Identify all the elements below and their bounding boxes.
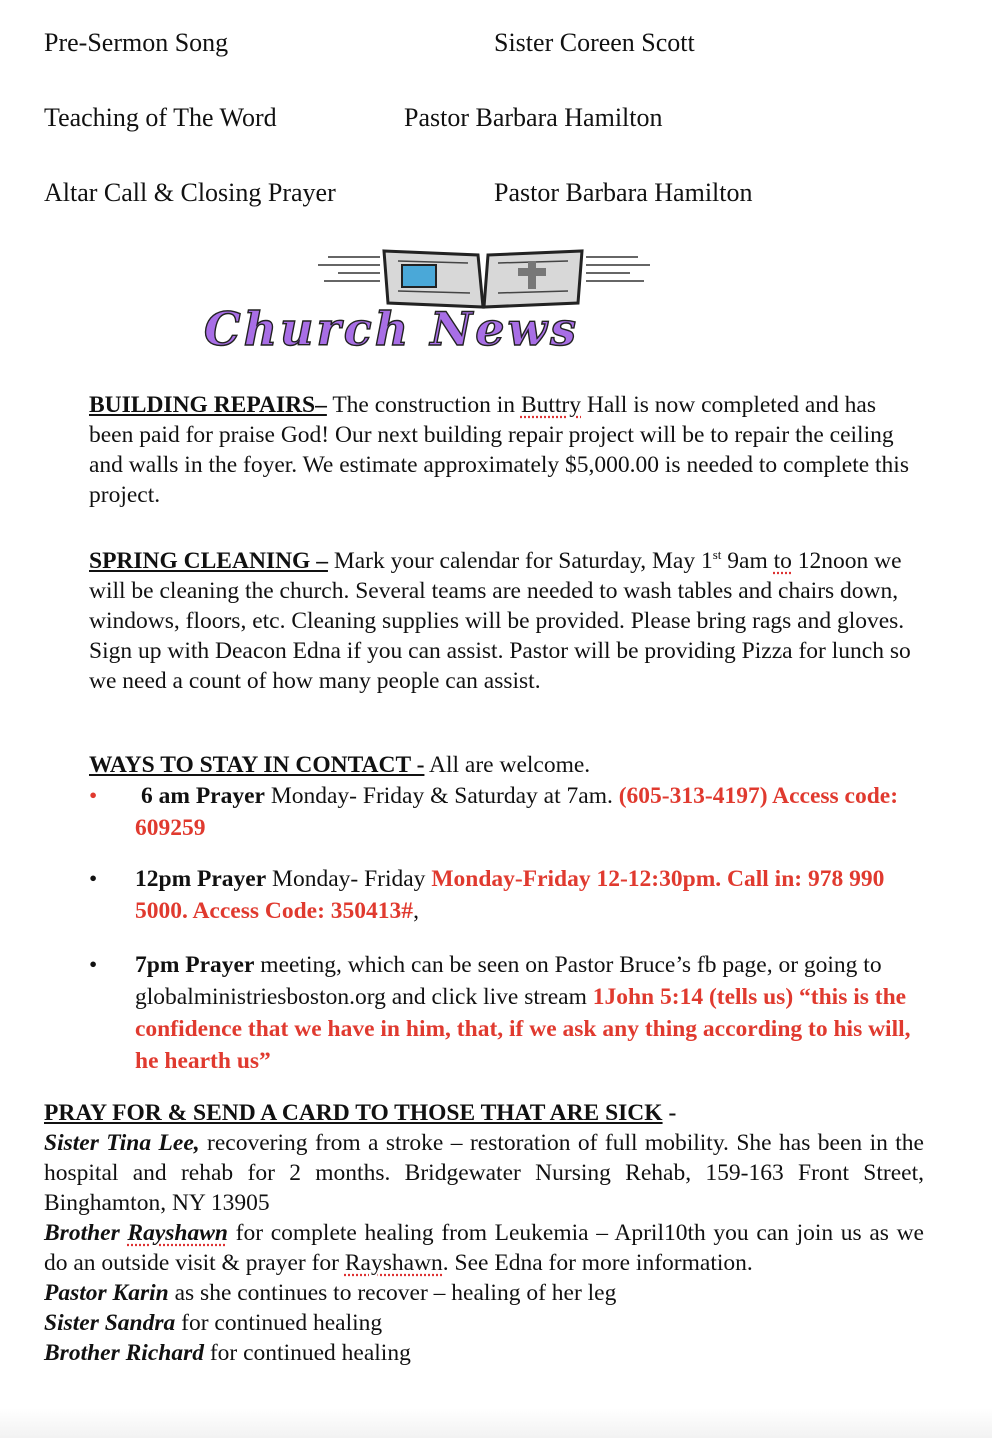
open-bible-icon	[198, 243, 768, 363]
program-person: Sister Coreen Scott	[494, 28, 695, 57]
church-news-banner	[198, 243, 768, 363]
prayer-request: Brother Rayshawn for complete healing from Leukemia – April10th you can join us as we do an outside visit & prayer for Rayshawn. See Edna for more information.	[44, 1220, 924, 1276]
program-item: Pre-Sermon Song	[44, 28, 229, 57]
section-heading: SPRING CLEANING –	[89, 547, 328, 574]
bullet-icon: •	[89, 783, 98, 809]
sick-heading-line: PRAY FOR & SEND A CARD TO THOSE THAT ARE SICK -	[44, 1100, 677, 1126]
banner-title: Church News	[204, 302, 580, 356]
building-repairs-paragraph: BUILDING REPAIRS– The construction in Buttry Hall is now completed and has been paid for praise God! Our next building repair project will be to repair the ceiling and walls in the foyer. We estimate approximately $5,000.00 is needed to complete this project.	[89, 392, 909, 508]
sick-list	[44, 1098, 924, 1368]
prayer-request: Pastor Karin as she continues to recover – healing of her leg	[44, 1280, 617, 1306]
program-person: Pastor Barbara Hamilton	[404, 103, 663, 132]
program-item: Teaching of The Word	[44, 103, 277, 132]
list-item: • 7pm Prayer meeting, which can be seen on Pastor Bruce’s fb page, or going to globalministriesboston.org and click live stream 1John 5:14 (tells us) “this is the confidence that we have in him, that, if we ask any thing according to his will, he hearth us”	[89, 949, 929, 1079]
list-item: • 6 am Prayer Monday- Friday & Saturday at 7am. (605-313-4197) Access code: 609259	[89, 780, 929, 846]
contact-heading-line: WAYS TO STAY IN CONTACT - All are welcome.	[89, 752, 591, 778]
program-person: Pastor Barbara Hamilton	[494, 178, 753, 207]
bullet-icon: •	[89, 952, 98, 978]
prayer-request: Sister Tina Lee, recovering from a stroke – restoration of full mobility. She has been in the hospital and rehab for 2 months. Bridgewater Nursing Rehab, 159-163 Front Street, Binghamton, NY 13905	[44, 1130, 924, 1216]
section-heading: BUILDING REPAIRS–	[89, 392, 327, 418]
prayer-request: Brother Richard for continued healing	[44, 1340, 411, 1366]
section-heading: PRAY FOR & SEND A CARD TO THOSE THAT ARE SICK	[44, 1100, 663, 1126]
program-item: Altar Call & Closing Prayer	[44, 178, 336, 207]
list-item: • 12pm Prayer Monday- Friday Monday-Friday 12-12:30pm. Call in: 978 990 5000. Access Code: 350413#,	[89, 863, 929, 929]
section-heading: WAYS TO STAY IN CONTACT -	[89, 752, 425, 778]
page-bottom-edge	[0, 1408, 992, 1438]
prayer-request: Sister Sandra for continued healing	[44, 1310, 383, 1336]
spring-cleaning-paragraph: SPRING CLEANING – Mark your calendar for Saturday, May 1st 9am to 12noon we will be cleaning the church. Several teams are needed to wash tables and chairs down, windows, floors, etc. Cleaning supplies will be provided. Please bring rags and gloves. Sign up with Deacon Edna if you can assist. Pastor will be providing Pizza for lunch so we need a count of how many people can assist.	[89, 547, 911, 694]
misspelled-word: Buttry	[520, 392, 581, 418]
bullet-icon: •	[89, 866, 98, 892]
